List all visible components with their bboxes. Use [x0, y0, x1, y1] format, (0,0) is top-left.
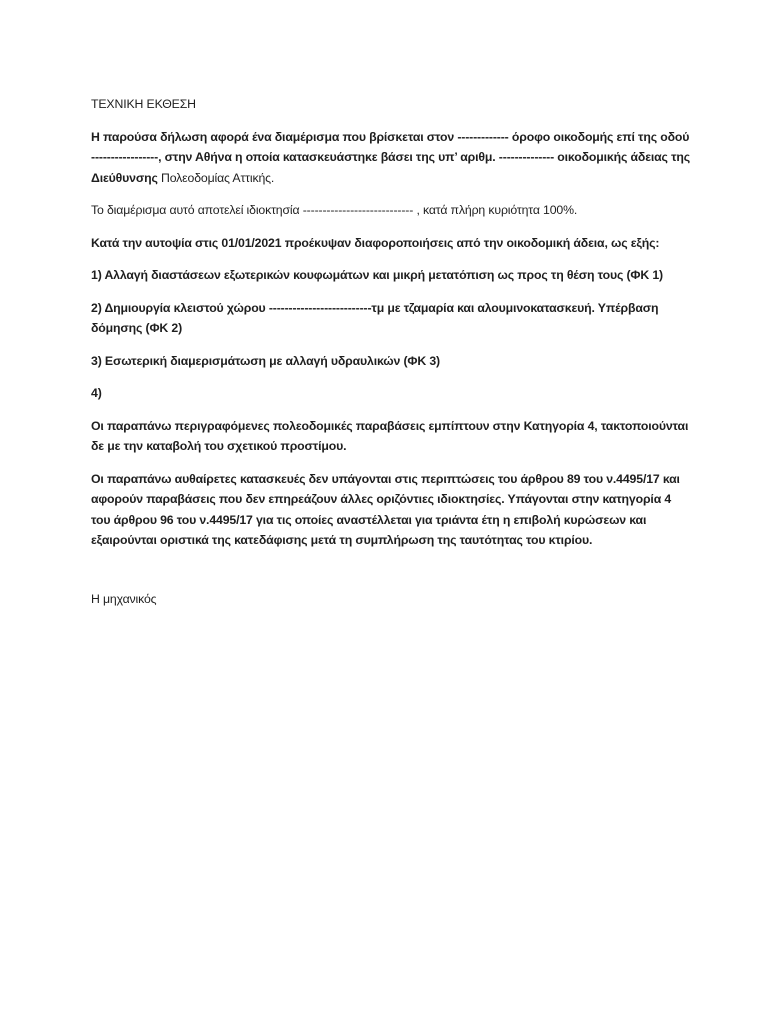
document-title: ΤΕΧΝΙΚΗ ΕΚΘΕΣΗ [91, 97, 196, 111]
document-body [91, 94, 691, 609]
list-item-1: 1) Αλλαγή διαστάσεων εξωτερικών κουφωμάτων και μικρή μετατόπιση ως προς τη θέση τους (ΦΚ 1) [91, 268, 663, 282]
category-paragraph: Οι παραπάνω περιγραφόμενες πολεοδομικές παραβάσεις εμπίπτουν στην Κατηγορία 4, τακτοποιούνται δε με την καταβολή του σχετικού προστίμου. [91, 418, 689, 453]
inspection-paragraph: Κατά την αυτοψία στις 01/01/2021 προέκυψαν διαφοροποιήσεις από την οικοδομική άδεια, ως εξής: [91, 235, 660, 250]
list-item-4: 4) [91, 386, 102, 400]
intro-bold-text: Η παρούσα δήλωση αφορά ένα διαμέρισμα που βρίσκεται στον ------------- όροφο οικοδομής επί της οδού -----------------, στην Αθήνα η οποία κατασκευάστηκε βάσει της υπ’ αριθμ. -------------- οικοδομικής άδειας της Διεύθυνσης [91, 129, 691, 185]
intro-paragraph [91, 127, 691, 189]
signature-label: Η μηχανικός [91, 591, 157, 606]
intro-normal-text: Πολεοδομίας Αττικής. [157, 170, 275, 185]
legal-paragraph: Οι παραπάνω αυθαίρετες κατασκευές δεν υπάγονται στις περιπτώσεις του άρθρου 89 του ν.4495/17 και αφορούν παραβάσεις που δεν επηρεάζουν άλλες οριζόντιες ιδιοκτησίες. Υπάγονται στην κατηγορία 4 του άρθρου 96 του ν.4495/17 για τις οποίες αναστέλλεται για τριάντα έτη η επιβολή κυρώσεων και εξαιρούνται οριστικά της κατεδάφισης μετά τη συμπλήρωση της ταυτότητας του κτιρίου. [91, 471, 680, 547]
list-item-3: 3) Εσωτερική διαμερισμάτωση με αλλαγή υδραυλικών (ΦΚ 3) [91, 353, 440, 368]
list-item-2: 2) Δημιουργία κλειστού χώρου --------------------------τμ με τζαμαρία και αλουμινοκατασκευή. Υπέρβαση δόμησης (ΦΚ 2) [91, 300, 659, 335]
ownership-paragraph: Το διαμέρισμα αυτό αποτελεί ιδιοκτησία ---------------------------- , κατά πλήρη κυριότητα 100%. [91, 203, 578, 217]
